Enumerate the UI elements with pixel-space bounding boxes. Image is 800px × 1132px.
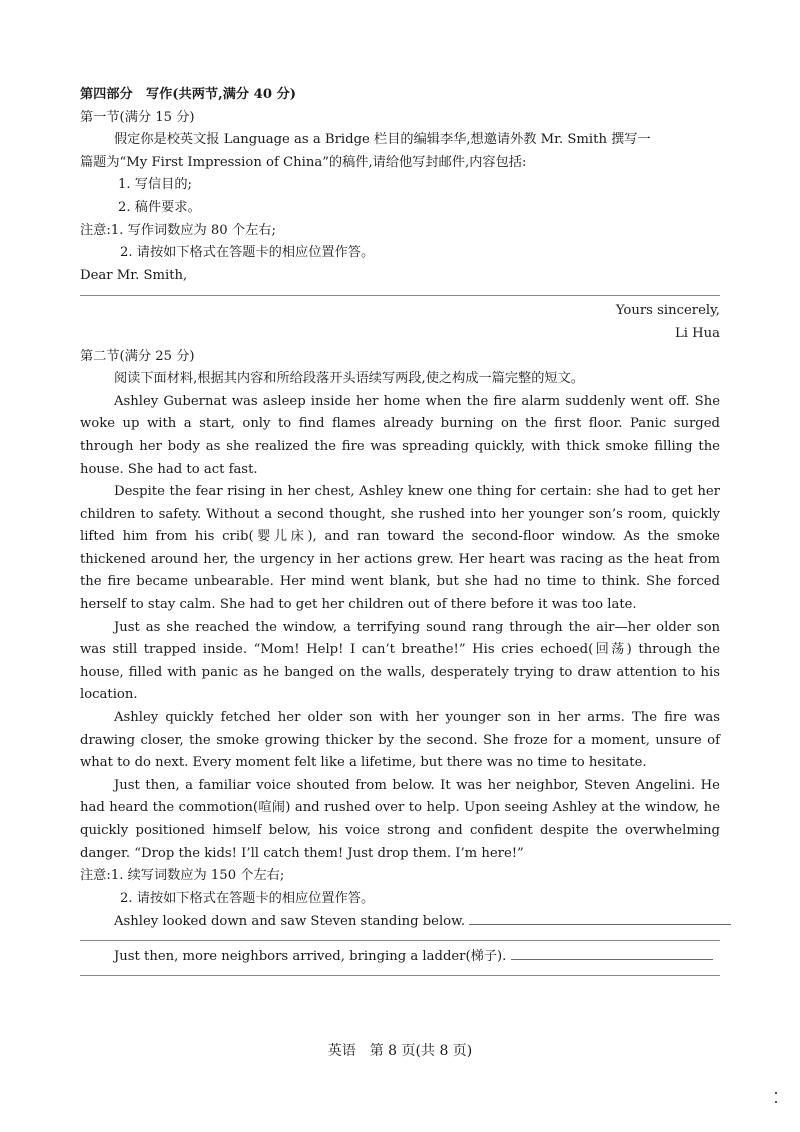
part1-prompt-line1: 假定你是校英文报 Language as a Bridge 栏目的编辑李华,想邀请外教 Mr. Smith 撰写一 bbox=[114, 132, 651, 148]
answer-line-2 bbox=[80, 975, 720, 976]
answer-blank-1 bbox=[469, 910, 731, 925]
part1-prompt-line2: 篇题为“My First Impression of China”的稿件,请给他写封邮件,内容包括: bbox=[80, 154, 527, 170]
page-footer: 英语 第 8 页(共 8 页) bbox=[327, 1043, 473, 1059]
part1-item-2: 2. 稿件要求。 bbox=[118, 199, 201, 215]
continuation-starter-2-row bbox=[80, 945, 720, 969]
writing-section bbox=[80, 84, 720, 976]
part1-heading: 第一节(满分 15 分) bbox=[80, 109, 195, 125]
part1-note-1: 注意:1. 写作词数应为 80 个左右; bbox=[80, 222, 276, 238]
continuation-starter-1: Ashley looked down and saw Steven standing below. bbox=[114, 914, 466, 930]
part2-note-2: 2. 请按如下格式在答题卡的相应位置作答。 bbox=[120, 890, 375, 906]
part2-heading: 第二节(满分 25 分) bbox=[80, 348, 195, 364]
letter-greeting: Dear Mr. Smith, bbox=[80, 267, 188, 283]
letter-closing: Yours sincerely, bbox=[615, 303, 720, 319]
part2-note-1: 注意:1. 续写词数应为 150 个左右; bbox=[80, 868, 285, 884]
continuation-starter-1-row bbox=[80, 910, 720, 934]
story-paragraph-5: Just then, a familiar voice shouted from below. It was her neighbor, Steven Angelini. He had heard the commotion(喧闹) and rushed over to help. Upon seeing Ashley at the window, he quickly positioned himself below, his voice strong and confident despite the overwhelming danger. “Drop the kids! I’ll catch them! Just drop them. I’m here!” bbox=[80, 777, 720, 861]
story-paragraph-3: Just as she reached the window, a terrifying sound rang through the air—her older son was still trapped inside. “Mom! Help! I can’t breathe!” His cries echoed(回荡) through the house, filled with panic as he banged on the walls, desperately trying to draw attention to his location. bbox=[80, 619, 720, 703]
continuation-starter-2: Just then, more neighbors arrived, bringing a ladder(梯子). bbox=[114, 948, 507, 964]
section-title: 第四部分 写作(共两节,满分 40 分) bbox=[80, 87, 297, 102]
story-paragraph-4: Ashley quickly fetched her older son with her younger son in her arms. The fire was drawing closer, the smoke growing thicker by the second. She froze for a moment, unsure of what to do next. Every moment felt like a lifetime, but there was no time to hesitate. bbox=[80, 710, 720, 771]
margin-marks bbox=[775, 1092, 778, 1106]
story-paragraph-1: Ashley Gubernat was asleep inside her home when the fire alarm suddenly went off. She woke up with a start, only to find flames already burning on the first floor. Panic surged through her body as she realized the fire was spreading quickly, with thick smoke filling the house. She had to act fast. bbox=[80, 393, 720, 477]
letter-signature: Li Hua bbox=[674, 325, 720, 341]
story-paragraph-2: Despite the fear rising in her chest, Ashley knew one thing for certain: she had to get her children to safety. Without a second thought, she rushed into her younger son’s room, quickly lifted him from his crib(婴儿床), and ran toward the second-floor window. As the smoke thickened around her, the urgency in her actions grew. Her heart was racing as the heat from the fire became unbearable. Her mind went blank, but she had no time to think. She forced herself to stay calm. She had to get her children out of there before it was too late. bbox=[80, 484, 720, 613]
part1-note-2: 2. 请按如下格式在答题卡的相应位置作答。 bbox=[120, 245, 375, 261]
answer-blank-2 bbox=[511, 945, 713, 960]
part1-item-1: 1. 写信目的; bbox=[118, 177, 192, 193]
part2-instruction: 阅读下面材料,根据其内容和所给段落开头语续写两段,使之构成一篇完整的短文。 bbox=[114, 371, 584, 387]
